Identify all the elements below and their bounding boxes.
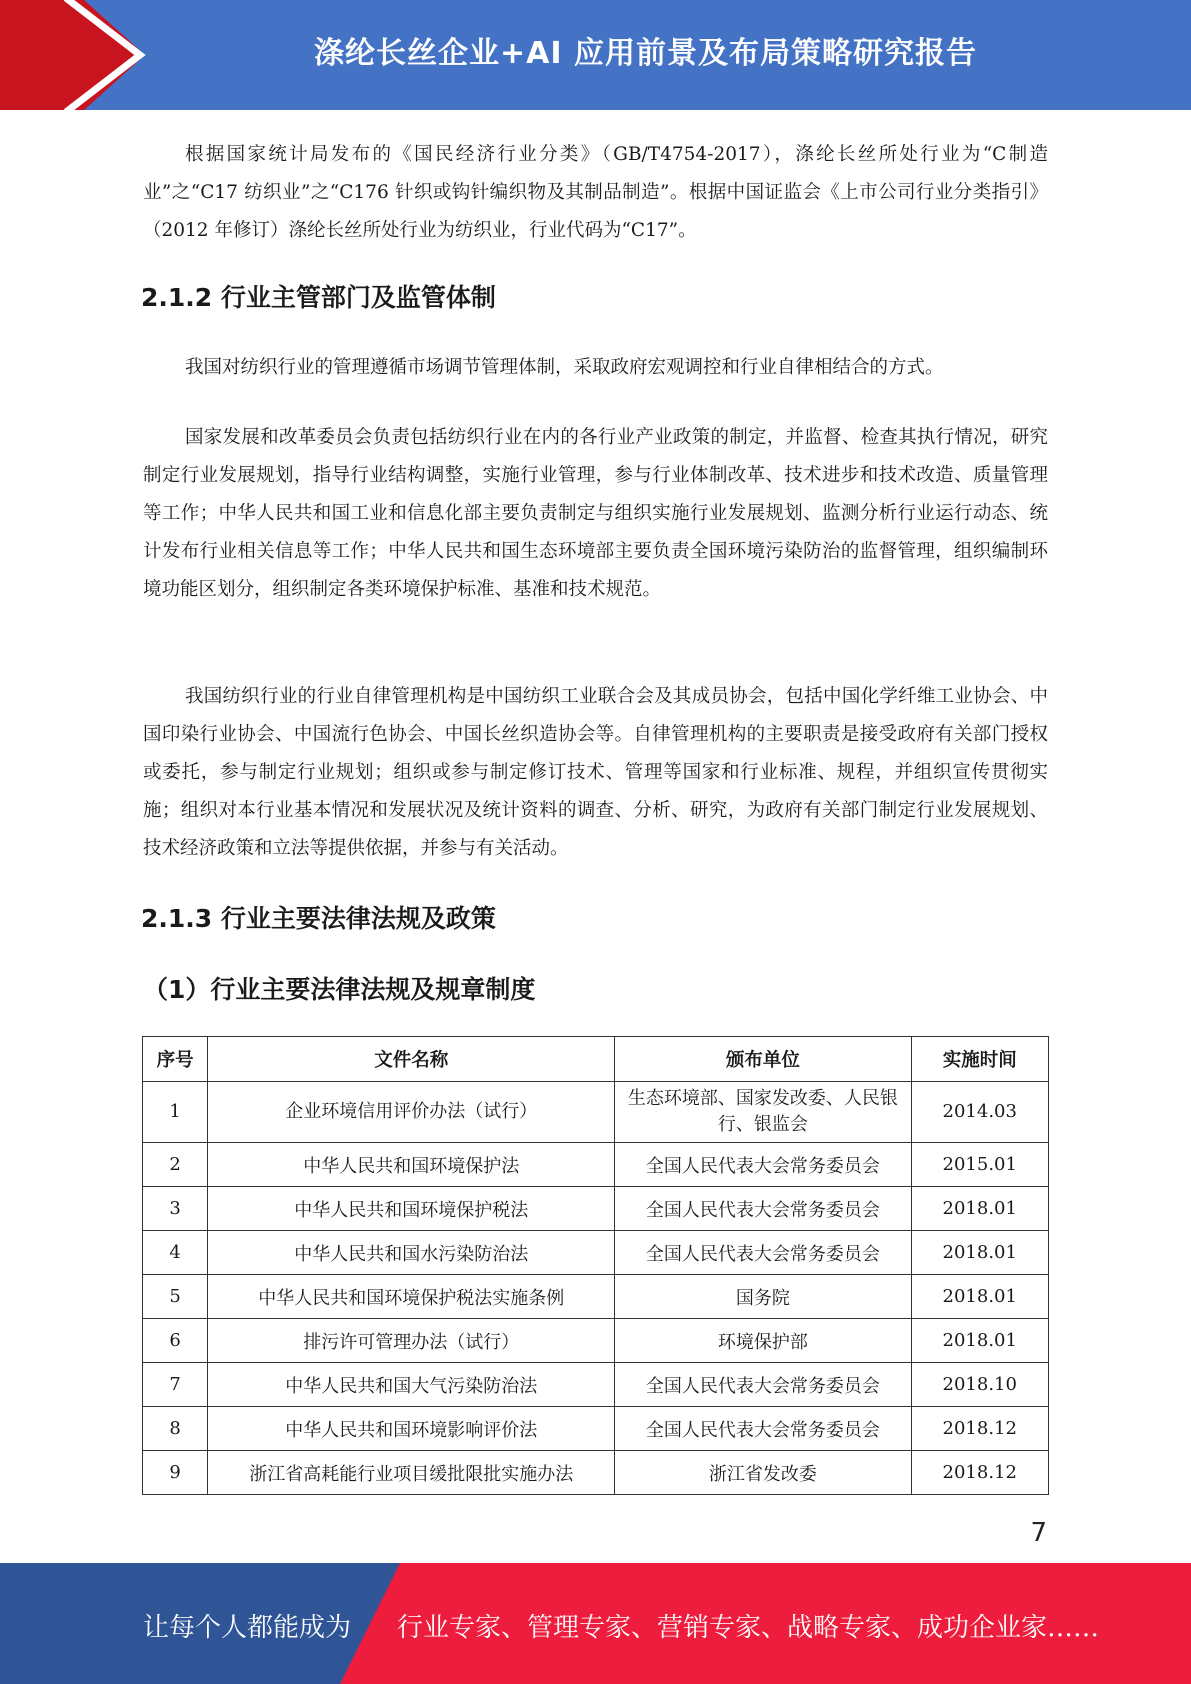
cell-issuer: 全国人民代表大会常务委员会 [615, 1407, 911, 1451]
header-document-name: 文件名称 [208, 1037, 615, 1082]
heading-2-1-3: 2.1.3 行业主要法律法规及政策 [141, 904, 496, 933]
cell-document-name: 中华人民共和国水污染防治法 [208, 1231, 615, 1275]
table-row [143, 1451, 1049, 1495]
paragraph-government-agencies: 国家发展和改革委员会负责包括纺织行业在内的各行业产业政策的制定，并监督、检查其执行情况，研究制定行业发展规划，指导行业结构调整，实施行业管理，参与行业体制改革、技术进步和技术改造、质量管理等工作；中华人民共和国工业和信息化部主要负责制定与组织实施行业发展规划、监测分析行业运行动态、统计发布行业相关信息等工作；中华人民共和国生态环境部主要负责全国环境污染防治的监督管理，组织编制环境功能区划分，组织制定各类环境保护标准、基准和技术规范。 [143, 427, 1048, 600]
cell-effective-date: 2018.01 [911, 1319, 1048, 1363]
heading-2-1-2: 2.1.2 行业主管部门及监管体制 [141, 283, 496, 312]
table-row [143, 1231, 1049, 1275]
cell-issuer: 全国人民代表大会常务委员会 [615, 1143, 911, 1187]
cell-serial: 7 [143, 1363, 208, 1407]
cell-effective-date: 2018.12 [911, 1451, 1048, 1495]
footer-slogan-right: 行业专家、管理专家、营销专家、战略专家、成功企业家…… [397, 1613, 1100, 1643]
header-effective-date: 实施时间 [911, 1037, 1048, 1082]
cell-serial: 6 [143, 1319, 208, 1363]
intro-paragraph: 根据国家统计局发布的《国民经济行业分类》（GB/T4754-2017），涤纶长丝所处行业为“C制造业”之“C17 纺织业”之“C176 针织或钩针编织物及其制品制造”。根据中国证监会《上市公司行业分类指引》（2012 年修订）涤纶长丝所处行业为纺织业，行业代码为“C17”。 [143, 144, 1048, 241]
cell-issuer: 生态环境部、国家发改委、人民银行、银监会 [615, 1082, 911, 1143]
cell-document-name: 排污许可管理办法（试行） [208, 1319, 615, 1363]
footer-slogan-left: 让每个人都能成为 [143, 1613, 352, 1643]
cell-serial: 2 [143, 1143, 208, 1187]
table-row [143, 1407, 1049, 1451]
header-serial: 序号 [143, 1037, 208, 1082]
cell-serial: 9 [143, 1451, 208, 1495]
subheading-laws: （1）行业主要法律法规及规章制度 [143, 975, 536, 1004]
table-row [143, 1143, 1049, 1187]
intro-section [143, 136, 1048, 250]
cell-effective-date: 2018.01 [911, 1231, 1048, 1275]
cell-effective-date: 2018.12 [911, 1407, 1048, 1451]
cell-document-name: 中华人民共和国环境保护税法实施条例 [208, 1275, 615, 1319]
table-row [143, 1363, 1049, 1407]
ndrc-section [143, 419, 1048, 609]
cell-effective-date: 2015.01 [911, 1143, 1048, 1187]
table-row [143, 1319, 1049, 1363]
page-header-banner [0, 0, 1191, 110]
cell-issuer: 环境保护部 [615, 1319, 911, 1363]
cell-document-name: 中华人民共和国环境保护税法 [208, 1187, 615, 1231]
header-issuer: 颁布单位 [615, 1037, 911, 1082]
cell-issuer: 全国人民代表大会常务委员会 [615, 1187, 911, 1231]
cell-serial: 5 [143, 1275, 208, 1319]
cell-issuer: 浙江省发改委 [615, 1451, 911, 1495]
table-row [143, 1082, 1049, 1143]
page-number: 7 [1030, 1518, 1047, 1548]
cell-document-name: 企业环境信用评价办法（试行） [208, 1082, 615, 1143]
cell-serial: 4 [143, 1231, 208, 1275]
cell-issuer: 全国人民代表大会常务委员会 [615, 1231, 911, 1275]
cell-effective-date: 2014.03 [911, 1082, 1048, 1143]
cell-effective-date: 2018.01 [911, 1275, 1048, 1319]
cell-document-name: 中华人民共和国大气污染防治法 [208, 1363, 615, 1407]
cell-effective-date: 2018.10 [911, 1363, 1048, 1407]
regulation-section [143, 349, 1048, 387]
paragraph-self-regulation: 我国纺织行业的行业自律管理机构是中国纺织工业联合会及其成员协会，包括中国化学纤维工业协会、中国印染行业协会、中国流行色协会、中国长丝织造协会等。自律管理机构的主要职责是接受政府有关部门授权或委托，参与制定行业规划；组织或参与制定修订技术、管理等国家和行业标准、规程，并组织宣传贯彻实施；组织对本行业基本情况和发展状况及统计资料的调查、分析、研究，为政府有关部门制定行业发展规划、技术经济政策和立法等提供依据，并参与有关活动。 [143, 686, 1048, 859]
cell-serial: 3 [143, 1187, 208, 1231]
cell-document-name: 中华人民共和国环境保护法 [208, 1143, 615, 1187]
header-chevron-icon [0, 0, 150, 110]
table-header-row [143, 1037, 1049, 1082]
report-title: 涤纶长丝企业+AI 应用前景及布局策略研究报告 [314, 36, 977, 71]
cell-effective-date: 2018.01 [911, 1187, 1048, 1231]
table-row [143, 1187, 1049, 1231]
paragraph-management-system: 我国对纺织行业的管理遵循市场调节管理体制，采取政府宏观调控和行业自律相结合的方式。 [185, 357, 944, 378]
self-regulation-section [143, 678, 1048, 868]
cell-document-name: 浙江省高耗能行业项目缓批限批实施办法 [208, 1451, 615, 1495]
table-row [143, 1275, 1049, 1319]
cell-issuer: 国务院 [615, 1275, 911, 1319]
cell-serial: 8 [143, 1407, 208, 1451]
table-page-break [140, 1499, 1052, 1503]
laws-table [142, 1036, 1049, 1495]
cell-issuer: 全国人民代表大会常务委员会 [615, 1363, 911, 1407]
cell-serial: 1 [143, 1082, 208, 1143]
page-footer-banner [0, 1563, 1191, 1684]
cell-document-name: 中华人民共和国环境影响评价法 [208, 1407, 615, 1451]
